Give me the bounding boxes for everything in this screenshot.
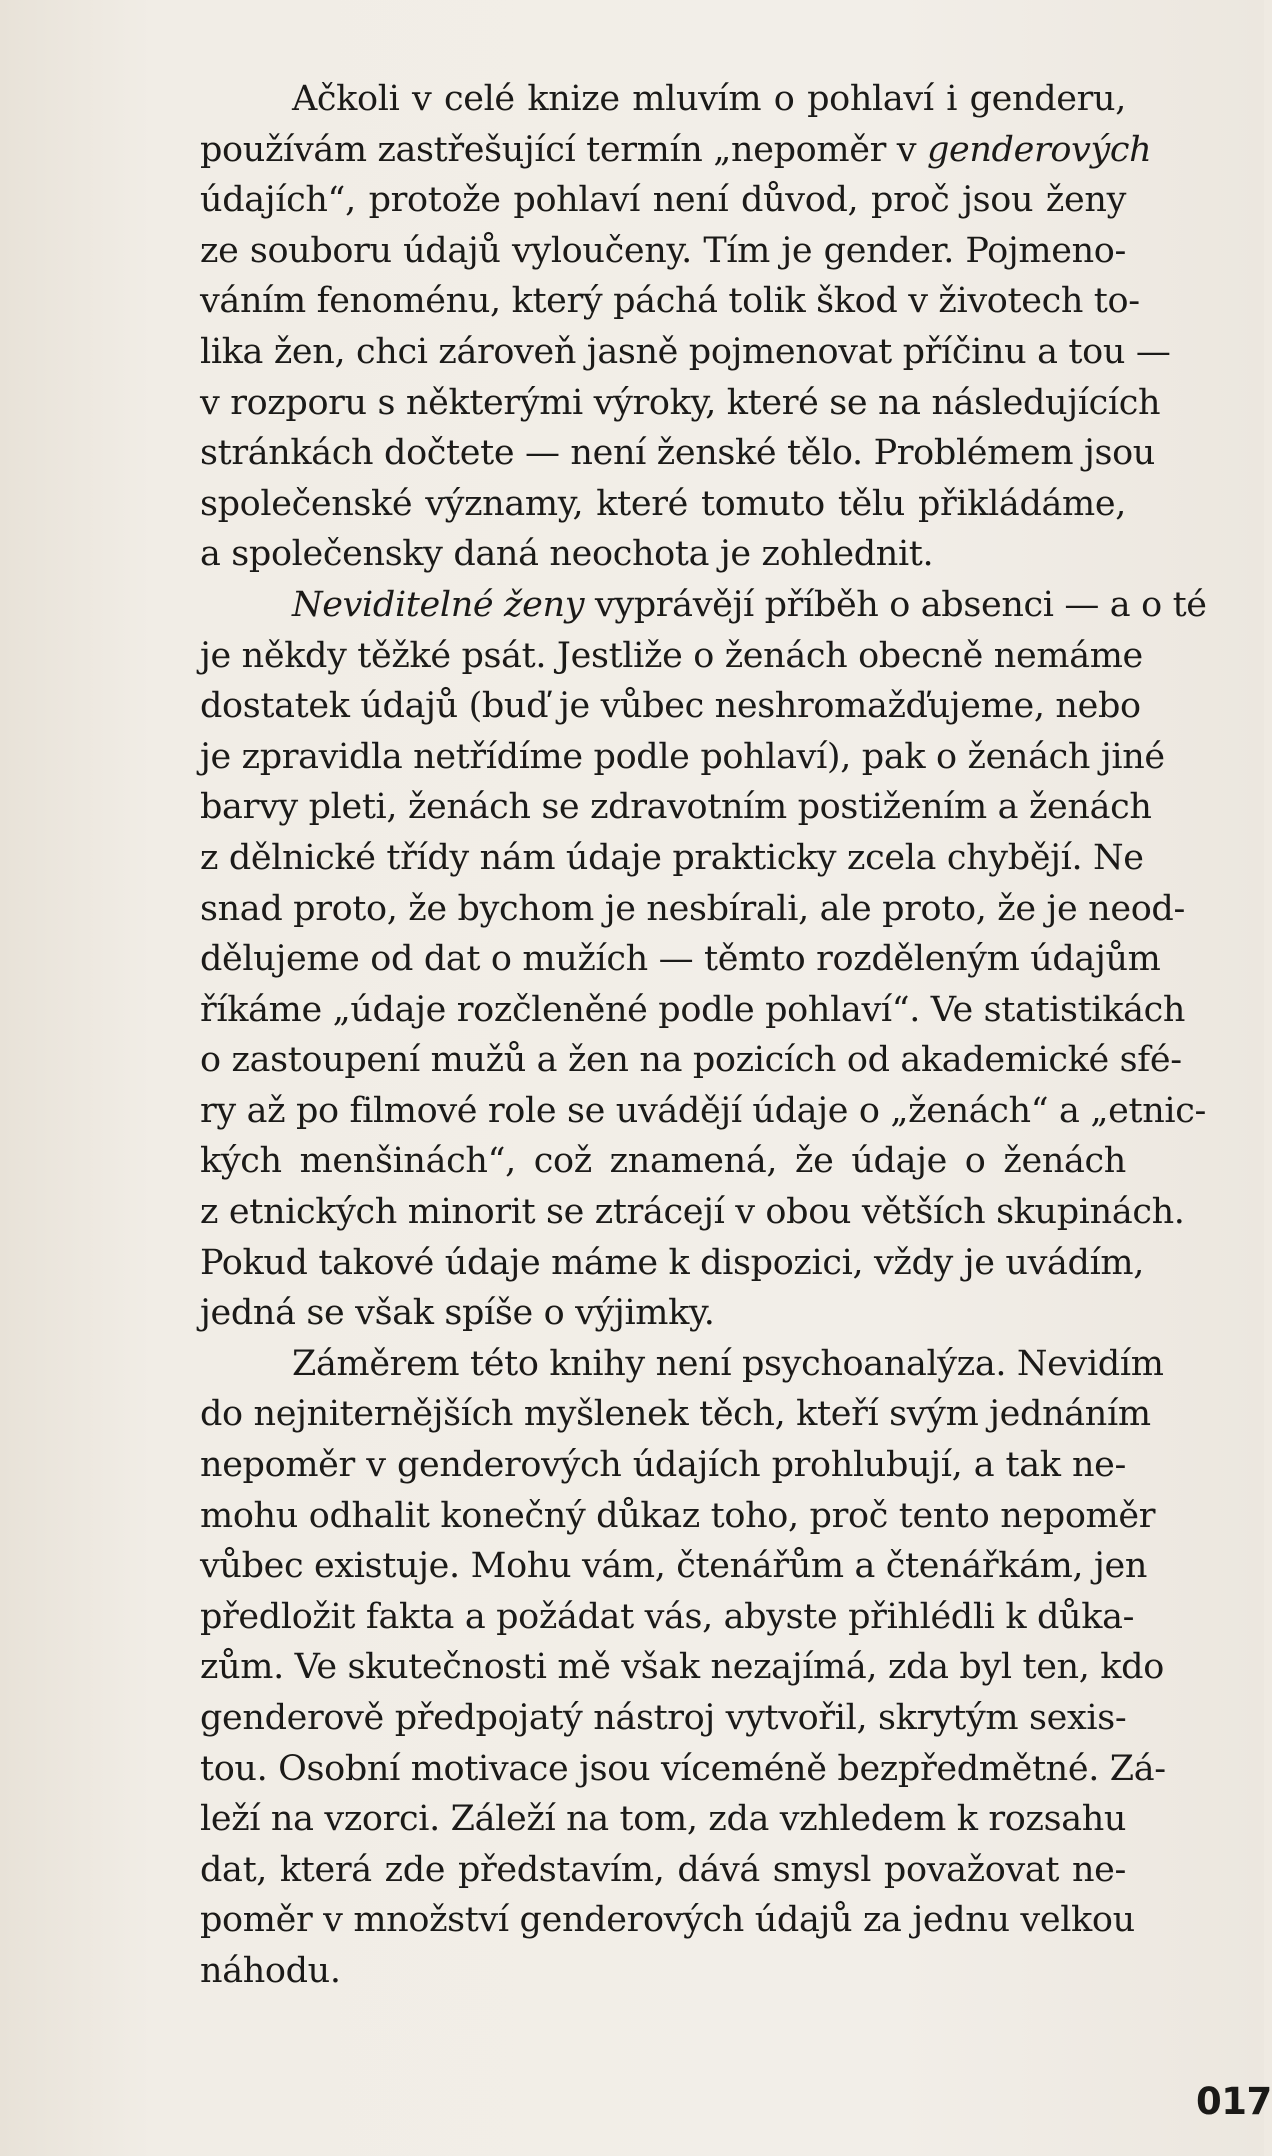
text-line: v rozporu s některými výroky, které se na následujících	[200, 382, 1161, 423]
text-line: je zpravidla netřídíme podle pohlaví), pak o ženách jiné	[200, 736, 1165, 777]
text-line: je někdy těžké psát. Jestliže o ženách obecně nemáme	[200, 635, 1143, 676]
text-line: vůbec existuje. Mohu vám, čtenářům a čtenářkám, jen	[200, 1546, 1148, 1587]
page-number: 017	[1196, 2080, 1272, 2123]
text-line: používám zastřešující termín „nepoměr v genderových	[200, 129, 1152, 170]
text-line: ze souboru údajů vyloučeny. Tím je gender. Pojmeno-	[200, 230, 1126, 271]
text-line: mohu odhalit konečný důkaz toho, proč tento nepoměr	[200, 1495, 1156, 1536]
text-line: údajích“, protože pohlaví není důvod, proč jsou ženy	[200, 180, 1126, 221]
italic-term: genderových	[926, 129, 1152, 170]
text-line: z dělnické třídy nám údaje prakticky zcela chybějí. Ne	[200, 837, 1144, 878]
text-line: poměr v množství genderových údajů za jednu velkou	[200, 1900, 1135, 1941]
text-line: dostatek údajů (buď je vůbec neshromažďujeme, nebo	[200, 686, 1141, 727]
text-line: stránkách dočtete — není ženské tělo. Problémem jsou	[200, 433, 1155, 474]
text-line: Pokud takové údaje máme k dispozici, vždy je uvádím,	[200, 1242, 1145, 1283]
text-line: společenské významy, které tomuto tělu přikládáme,	[200, 483, 1126, 524]
text-line: jedná se však spíše o výjimky.	[200, 1293, 715, 1334]
text-line: Záměrem této knihy není psychoanalýza. Nevidím	[292, 1343, 1164, 1384]
italic-book-title: Neviditelné ženy	[292, 584, 585, 625]
text-line: do nejniternějších myšlenek těch, kteří svým jednáním	[200, 1394, 1151, 1435]
text-line: nepoměr v genderových údajích prohlubují, a tak ne-	[200, 1445, 1126, 1486]
body-text	[200, 74, 1207, 1997]
text-line: náhodu.	[200, 1950, 341, 1991]
text-line: Ačkoli v celé knize mluvím o pohlaví i genderu,	[292, 79, 1126, 119]
text-line: o zastoupení mužů a žen na pozicích od akademické sfé-	[200, 1040, 1182, 1081]
text-line: dělujeme od dat o mužích — těmto rozděleným údajům	[200, 939, 1161, 980]
text-line: Neviditelné ženy vyprávějí příběh o absenci — a o té	[292, 584, 1207, 625]
text-line: barvy pleti, ženách se zdravotním postižením a ženách	[200, 787, 1152, 828]
text-line: předložit fakta a požádat vás, abyste přihlédli k důka-	[200, 1596, 1135, 1637]
text-line: a společensky daná neochota je zohlednit.	[200, 534, 934, 575]
text-line: lika žen, chci zároveň jasně pojmenovat příčinu a tou —	[200, 331, 1171, 372]
text-line: leží na vzorci. Záleží na tom, zda vzhledem k rozsahu	[200, 1799, 1127, 1840]
text-line: říkáme „údaje rozčleněné podle pohlaví“. Ve statistikách	[200, 989, 1186, 1030]
text-line: dat, která zde představím, dává smysl považovat ne-	[200, 1849, 1126, 1890]
text-line: zům. Ve skutečnosti mě však nezajímá, zda byl ten, kdo	[200, 1647, 1164, 1688]
text-line: kých menšinách“, což znamená, že údaje o ženách	[200, 1141, 1126, 1182]
text-line: tou. Osobní motivace jsou víceméně bezpředmětné. Zá-	[200, 1748, 1166, 1789]
text-line: genderově předpojatý nástroj vytvořil, skrytým sexis-	[200, 1698, 1127, 1738]
text-line: ry až po filmové role se uvádějí údaje o „ženách“ a „etnic-	[200, 1090, 1206, 1131]
text-line: z etnických minorit se ztrácejí v obou větších skupinách.	[200, 1192, 1185, 1233]
text-line: snad proto, že bychom je nesbírali, ale proto, že je neod-	[200, 888, 1185, 929]
text-line: váním fenoménu, který páchá tolik škod v životech to-	[200, 281, 1140, 322]
